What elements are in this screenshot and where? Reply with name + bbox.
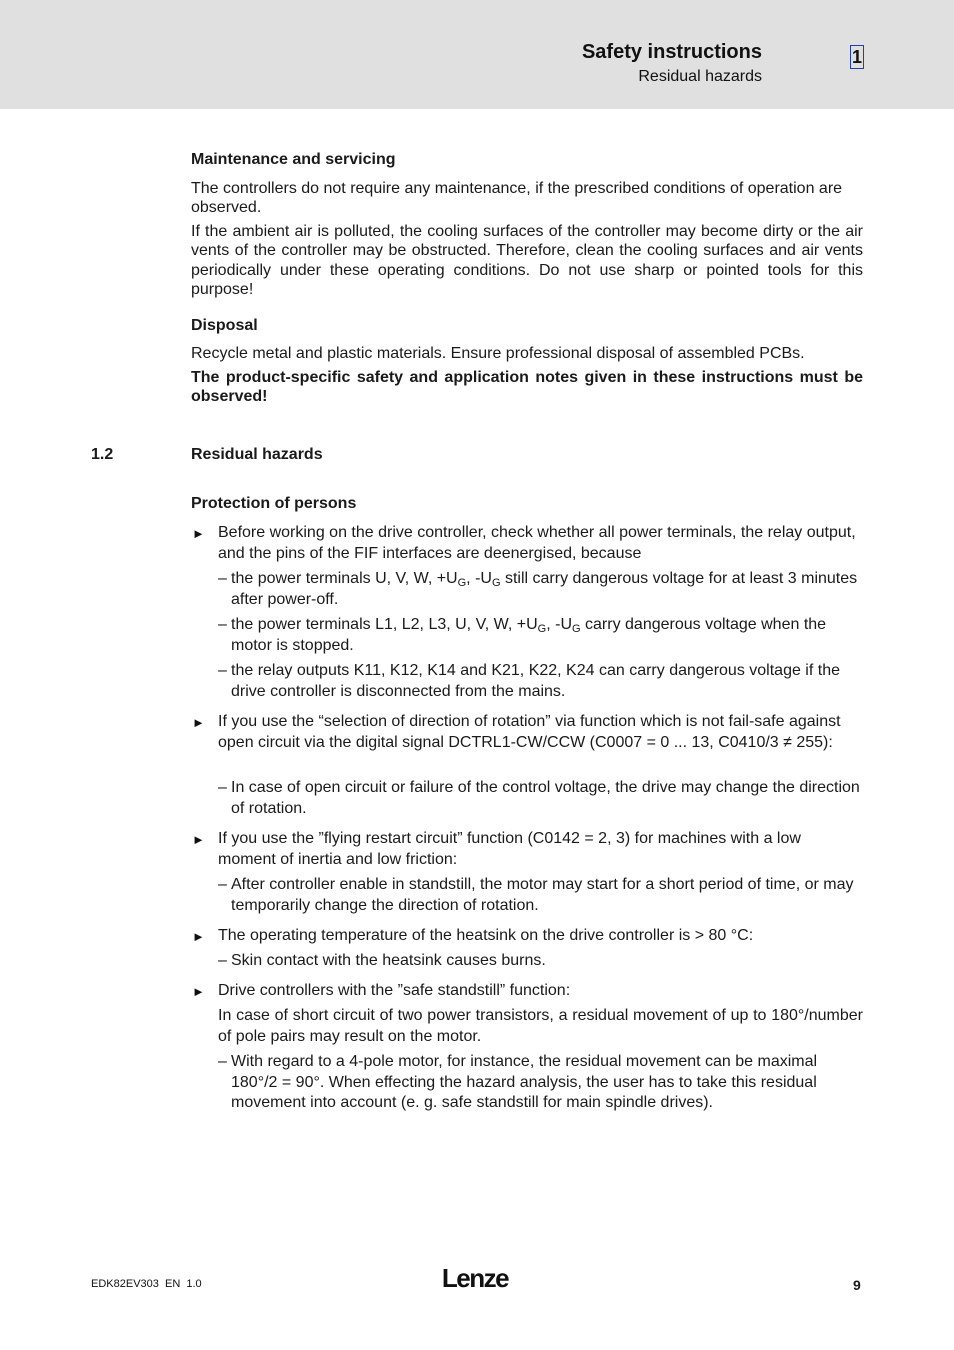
document-id: EDK82EV303 EN 1.0 bbox=[91, 1278, 202, 1290]
bullet-1-text: Before working on the drive controller, check whether all power terminals, the relay output, and the pins of the FIF interfaces are deenergised, because bbox=[218, 524, 856, 562]
bullet-1-dash-3: – the relay outputs K11, K12, K14 and K21, K22, K24 can carry dangerous voltage if the drive controller is disconnected from the mains. bbox=[218, 662, 840, 700]
bullet-5-dash-1: – With regard to a 4-pole motor, for instance, the residual movement can be maximal 180°/2 = 90°. When effecting the hazard analysis, the user has to take this residual movement into account (e. g. safe standstill for main spindle drives). bbox=[218, 1053, 818, 1111]
bullet-3-dash-1: – After controller enable in standstill, the motor may start for a short period of time, or may temporarily change the direction of rotation. bbox=[218, 876, 854, 914]
disposal-paragraph: Recycle metal and plastic materials. Ensure professional disposal of assembled PCBs. bbox=[191, 345, 805, 362]
maintenance-paragraph-1: The controllers do not require any maintenance, if the prescribed conditions of operation are observed. bbox=[191, 180, 843, 217]
bullet-arrow-icon: ► bbox=[192, 715, 205, 730]
disposal-heading: Disposal bbox=[191, 317, 258, 334]
lenze-logo bbox=[436, 1263, 514, 1293]
dash-marker: – bbox=[218, 616, 227, 633]
bullet-5-text: Drive controllers with the ”safe standstill” function: bbox=[218, 982, 571, 999]
dash-marker: – bbox=[218, 570, 227, 587]
dash-marker: – bbox=[218, 662, 227, 679]
bullet-1-dash-1: – the power terminals U, V, W, $+U_G$, $-U_G$ still carry dangerous voltage for at least 3 minutes after power-off. bbox=[218, 570, 858, 608]
bullet-2-text: If you use the “selection of direction of rotation” via function which is not fail-safe against open circuit via the digital signal DCTRL1-CW/CCW (C0007 = 0 ... 13, C0410/3 ≠ 255): bbox=[218, 713, 841, 751]
bullet-3-text: If you use the ”flying restart circuit” function (C0142 = 2, 3) for machines with a low moment of inertia and low friction: bbox=[218, 830, 801, 868]
dash-marker: – bbox=[218, 952, 227, 969]
svg-text:Lenze: Lenze bbox=[441, 1263, 509, 1293]
page-header bbox=[0, 0, 954, 109]
page-number: 9 bbox=[853, 1277, 861, 1293]
dash-marker: – bbox=[218, 876, 227, 893]
maintenance-heading: Maintenance and servicing bbox=[191, 151, 396, 168]
bullet-5-paragraph: In case of short circuit of two power transistors, a residual movement of up to 180°/number of pole pairs may result on the motor. bbox=[218, 1007, 863, 1045]
dash-marker: – bbox=[218, 1053, 227, 1070]
bullet-1-dash-2: – the power terminals L1, L2, L3, U, V, W, $+U_G$, $-U_G$ carry dangerous voltage when the motor is stopped. bbox=[218, 616, 827, 654]
bullet-4-dash-1: – Skin contact with the heatsink causes burns. bbox=[218, 951, 863, 972]
disposal-bold-note: The product-specific safety and application notes given in these instructions must be observed! bbox=[191, 369, 863, 406]
bullet-arrow-icon: ► bbox=[192, 832, 205, 847]
bullet-2-dash-1: – In case of open circuit or failure of the control voltage, the drive may change the direction of rotation. bbox=[218, 779, 860, 817]
bullet-4-text: The operating temperature of the heatsink on the drive controller is > 80 °C: bbox=[218, 927, 754, 944]
bullet-arrow-icon: ► bbox=[192, 526, 205, 541]
protection-heading: Protection of persons bbox=[191, 495, 357, 512]
dash-marker: – bbox=[218, 779, 227, 796]
bullet-arrow-icon: ► bbox=[192, 929, 205, 944]
chapter-number-link[interactable]: 1 bbox=[851, 47, 862, 67]
header-subtitle: Residual hazards bbox=[638, 68, 762, 85]
section-title: Residual hazards bbox=[191, 446, 323, 463]
section-number: 1.2 bbox=[91, 446, 114, 463]
bullet-arrow-icon: ► bbox=[192, 984, 205, 999]
maintenance-paragraph-2: If the ambient air is polluted, the cooling surfaces of the controller may become dirty or the air vents of the controller may be obstructed. Therefore, clean the cooling surfaces and air vents periodically under these operating conditions. Do not use sharp or pointed tools for this purpose! bbox=[191, 223, 863, 298]
header-title: Safety instructions bbox=[581, 41, 762, 63]
